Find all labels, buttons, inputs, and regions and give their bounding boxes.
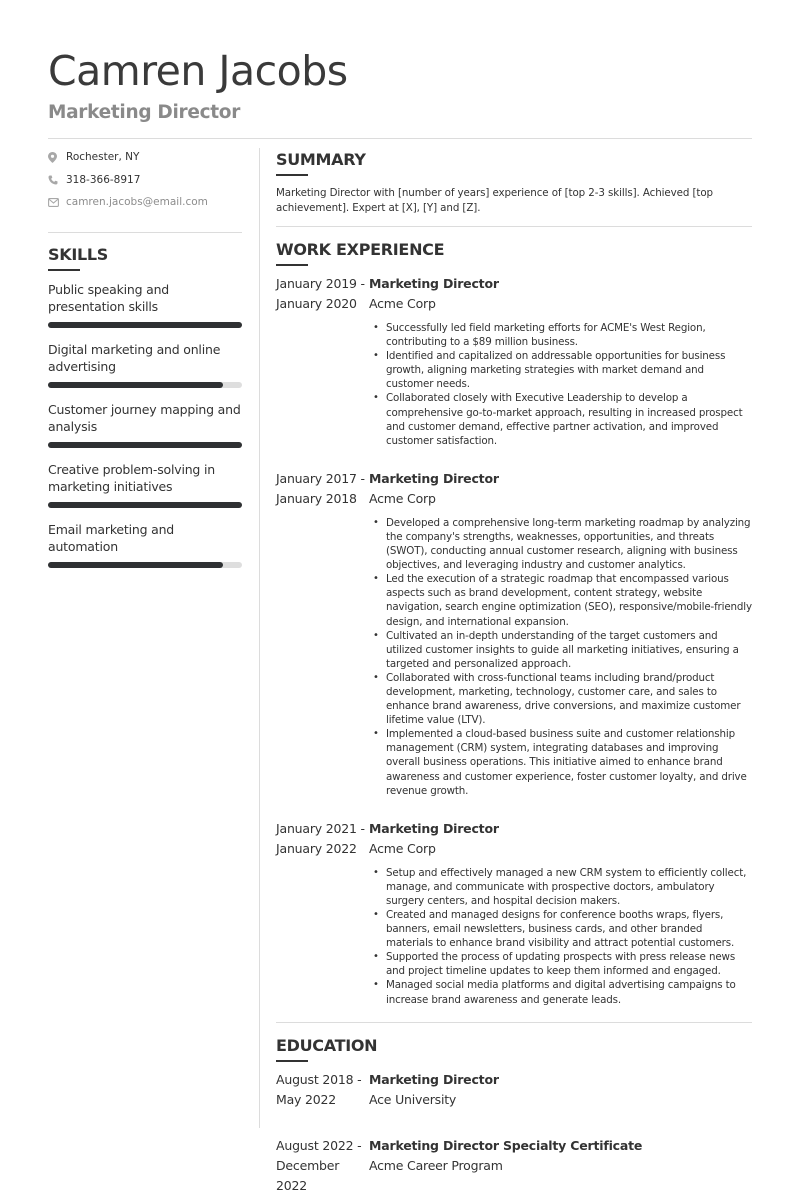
education-dates xyxy=(276,1136,369,1196)
job-bullets xyxy=(369,866,752,1007)
job-company: Acme Corp xyxy=(369,296,436,311)
skill-level-fill xyxy=(48,502,242,508)
skill-item xyxy=(48,461,242,508)
summary-text: Marketing Director with [number of years] experience of [top 2-3 skills]. Achieved [top achievement]. Expert at [X], [Y] and [Z]. xyxy=(276,187,713,214)
education-school: Acme Career Program xyxy=(369,1157,503,1173)
job-info xyxy=(369,274,752,448)
skill-label: Email marketing and automation xyxy=(48,521,175,554)
experience-section xyxy=(276,240,752,1023)
summary-section xyxy=(276,150,752,227)
column-divider xyxy=(259,148,260,1128)
email-link[interactable]: camren.jacobs@email.com xyxy=(66,196,208,209)
contact-location xyxy=(48,146,242,169)
skill-level-bar xyxy=(48,562,242,568)
skill-item xyxy=(48,521,242,568)
job-entry xyxy=(276,274,752,448)
job-bullet: • Developed a comprehensive long-term marketing roadmap by analyzing the company's strengths, weaknesses, opportunities, and threats (SWOT), conducting annual customer research, aligning with business objectives, and leveraging industry and customer analytics. xyxy=(369,516,752,572)
skill-label: Digital marketing and online advertising xyxy=(48,341,221,374)
job-company: Acme Corp xyxy=(369,490,436,506)
candidate-name: Camren Jacobs xyxy=(48,47,348,95)
experience-heading: WORK EXPERIENCE xyxy=(276,240,445,259)
job-date-start: January 2021 - xyxy=(276,820,365,836)
phone-icon xyxy=(48,175,66,185)
job-date-end: January 2018 xyxy=(276,490,357,506)
education-school: Ace University xyxy=(369,1091,457,1107)
skill-label: Creative problem-solving in marketing initiatives xyxy=(48,461,215,494)
skill-level-bar xyxy=(48,502,242,508)
contact-email[interactable] xyxy=(48,191,242,214)
skill-level-bar xyxy=(48,442,242,448)
phone-text: 318-366-8917 xyxy=(66,173,141,186)
job-entry xyxy=(276,819,752,1007)
job-bullet: • Implemented a cloud-based business suite and customer relationship management (CRM) system, integrating databases and improving overall business operations. This initiative aimed to enhance brand awareness and customer experience, foster customer loyalty, and drive revenue growth. xyxy=(369,727,752,797)
contact-divider xyxy=(48,232,242,233)
education-info xyxy=(369,1136,752,1196)
skill-label: Public speaking and presentation skills xyxy=(48,281,170,314)
education-dates xyxy=(276,1070,369,1110)
job-info xyxy=(369,469,752,798)
skill-level-fill xyxy=(48,382,223,388)
job-role: Marketing Director xyxy=(369,820,499,836)
education-entry xyxy=(276,1136,752,1196)
envelope-icon xyxy=(48,198,66,207)
education-degree: Marketing Director xyxy=(369,1071,499,1087)
contact-phone xyxy=(48,169,242,192)
job-bullets xyxy=(369,321,752,448)
education-info xyxy=(369,1070,752,1110)
left-column xyxy=(48,146,242,568)
candidate-title: Marketing Director xyxy=(48,102,241,123)
job-dates xyxy=(276,469,369,798)
job-date-start: January 2017 - xyxy=(276,470,365,486)
experience-divider xyxy=(276,1022,752,1023)
education-date-start: August 2022 - xyxy=(276,1137,362,1153)
summary-heading-underline xyxy=(276,174,308,176)
skill-level-fill xyxy=(48,442,242,448)
location-text: Rochester, NY xyxy=(66,151,140,164)
resume-header xyxy=(48,46,752,123)
job-dates xyxy=(276,819,369,1007)
job-bullet: • Cultivated an in-depth understanding of the target customers and utilized customer insights to guide all marketing initiatives, ensuring a targeted and personalized approach. xyxy=(369,629,752,671)
skill-item xyxy=(48,281,242,328)
job-bullet: • Successfully led field marketing efforts for ACME's West Region, contributing to a $89 million business. xyxy=(369,321,752,349)
job-bullet: • Supported the process of updating prospects with press release news and project timeline updates to keep them informed and engaged. xyxy=(369,950,752,978)
education-entry xyxy=(276,1070,752,1110)
job-date-end: January 2020 xyxy=(276,296,357,311)
skill-level-bar xyxy=(48,322,242,328)
job-date-end: January 2022 xyxy=(276,840,357,856)
skill-level-fill xyxy=(48,322,242,328)
education-date-end: December 2022 xyxy=(276,1157,340,1193)
education-section xyxy=(276,1036,752,1196)
job-role: Marketing Director xyxy=(369,276,499,291)
education-heading: EDUCATION xyxy=(276,1035,378,1055)
skill-label: Customer journey mapping and analysis xyxy=(48,401,241,434)
job-bullet: • Setup and effectively managed a new CRM system to efficiently collect, manage, and communicate with prospective doctors, ambulatory surgery centers, and hospital decision makers. xyxy=(369,866,752,908)
summary-heading: SUMMARY xyxy=(276,150,366,169)
experience-heading-underline xyxy=(276,264,308,266)
job-company: Acme Corp xyxy=(369,840,436,856)
job-bullet: • Led the execution of a strategic roadmap that encompassed various aspects such as brand development, content strategy, website navigation, search engine optimization (SEO), responsive/mobile-friendly design, and international expansion. xyxy=(369,572,752,628)
summary-divider xyxy=(276,226,752,227)
education-degree: Marketing Director Specialty Certificate xyxy=(369,1137,643,1153)
job-bullet: • Collaborated with cross-functional teams including brand/product development, marketing, technology, customer care, and sales to enhance brand awareness, drive conversions, and maximize customer lifetime value (LTV). xyxy=(369,671,752,727)
job-bullet: • Created and managed designs for conference booths wraps, flyers, banners, email newsletters, business cards, and other branded materials to enhance brand visibility and attract potential customers. xyxy=(369,908,752,950)
skills-heading: SKILLS xyxy=(48,244,108,264)
skill-level-fill xyxy=(48,562,223,568)
education-heading-underline xyxy=(276,1060,308,1062)
skill-item xyxy=(48,401,242,448)
education-date-end: May 2022 xyxy=(276,1091,337,1107)
job-date-start: January 2019 - xyxy=(276,276,365,291)
job-bullets xyxy=(369,516,752,798)
skill-item xyxy=(48,341,242,388)
skills-list xyxy=(48,281,242,568)
right-column xyxy=(276,150,752,1196)
skills-heading-underline xyxy=(48,269,80,271)
job-bullet: • Collaborated closely with Executive Leadership to develop a comprehensive go-to-market approach, resulting in increased prospect and customer demand, effective partner activation, and improved customer satisfaction. xyxy=(369,391,752,447)
job-dates xyxy=(276,274,369,448)
job-bullet: • Identified and capitalized on addressable opportunities for business growth, aligning marketing strategies with market demand and customer needs. xyxy=(369,349,752,391)
skill-level-bar xyxy=(48,382,242,388)
job-role: Marketing Director xyxy=(369,470,499,486)
education-date-start: August 2018 - xyxy=(276,1071,362,1087)
job-bullet: • Managed social media platforms and digital advertising campaigns to increase brand awareness and generate leads. xyxy=(369,978,752,1006)
header-divider xyxy=(48,138,752,139)
location-pin-icon xyxy=(48,152,66,163)
job-info xyxy=(369,819,752,1007)
job-entry xyxy=(276,469,752,798)
